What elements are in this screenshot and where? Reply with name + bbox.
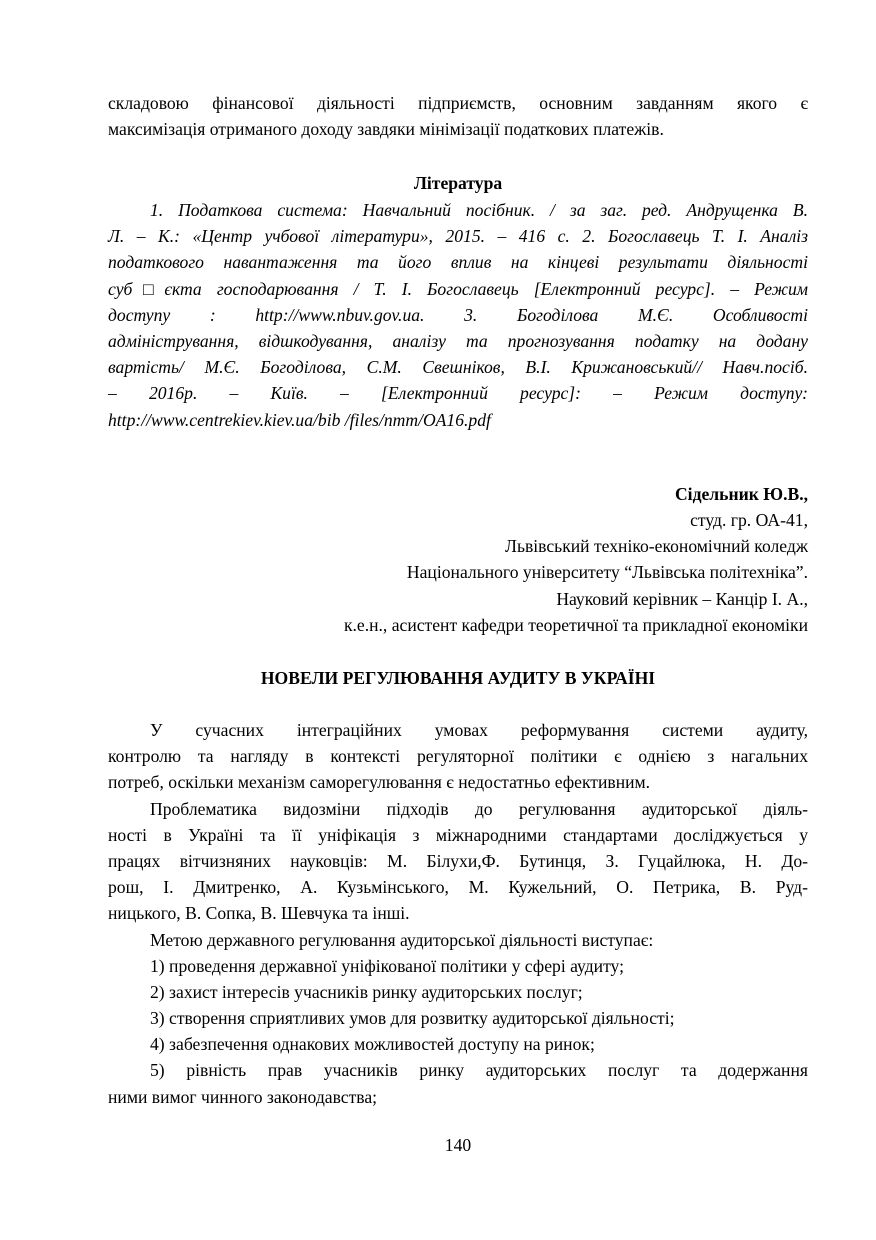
author-name: Сідельник Ю.В., <box>674 484 808 504</box>
reference-line: адміністрування, відшкодування, аналізу та прогнозування податку на додану <box>108 330 808 351</box>
affiliation-line: Львівський техніко-економічний коледж <box>505 536 808 557</box>
text-line: Проблематика видозміни підходів до регулювання аудиторської діяль- <box>150 798 808 819</box>
page-number: 140 <box>444 1135 472 1155</box>
reference-line: суб□єкта господарювання / Т. І. Богославець [Електронний ресурс]. – Режим <box>108 278 808 299</box>
affiliation-line: Національного університету “Львівська політехніка”. <box>406 562 808 583</box>
affiliation-line: студ. гр. ОА-41, <box>690 510 808 530</box>
reference-line: http://www.centrekiev.kiev.ua/bib /files/nmm/OA16.pdf <box>108 409 491 430</box>
reference-line: 1. Податкова система: Навчальний посібник. / за заг. ред. Андрущенка В. <box>150 200 808 220</box>
reference-line: Л. – К.: «Центр учбової літератури», 2015. – 416 с. 2. Богославець Т. І. Аналіз <box>108 226 808 247</box>
references-list <box>108 197 808 433</box>
paragraph <box>108 979 808 1005</box>
paragraph <box>108 1031 808 1057</box>
author-affiliation <box>108 507 808 638</box>
paragraph <box>108 796 808 927</box>
text-line: складовою фінансової діяльності підприємств, основним завданням якого є <box>108 93 808 113</box>
text-line: ності в Україні та її уніфікація з міжнародними стандартами досліджується у <box>108 824 808 845</box>
reference-line: доступу : http://www.nbuv.gov.ua. 3. Богоділова М.Є. Особливості <box>108 304 808 325</box>
affiliation-line: Науковий керівник – Канцір І. А., <box>556 588 808 609</box>
reference-line: – 2016р. – Київ. – [Електронний ресурс]: – Режим доступу: <box>108 383 808 404</box>
paragraph <box>108 717 808 796</box>
text-line: 3) створення сприятливих умов для розвитку аудиторської діяльності; <box>150 1008 675 1029</box>
text-line: У сучасних інтеграційних умовах реформування системи аудиту, <box>150 720 808 740</box>
paragraph <box>108 1005 808 1031</box>
paragraph <box>108 1057 808 1109</box>
intro-paragraph <box>108 90 808 142</box>
article-title: НОВЕЛИ РЕГУЛЮВАННЯ АУДИТУ В УКРАЇНІ <box>260 668 656 688</box>
text-line: рош, І. Дмитренко, А. Кузьмінського, М. Кужельний, О. Петрика, В. Руд- <box>108 877 808 898</box>
article-body <box>108 717 808 1110</box>
text-line: контролю та нагляду в контексті регуляторної політики є однією з нагальних <box>108 746 808 767</box>
text-line: потреб, оскільки механізм саморегулювання є недостатньо ефективним. <box>108 772 651 793</box>
text-line: 5) рівність прав учасників ринку аудиторських послуг та додержання <box>150 1060 808 1081</box>
text-line: 1) проведення державної уніфікованої політики у сфері аудиту; <box>150 955 624 976</box>
text-line: працях вітчизняних науковців: М. Білухи,Ф. Бутинця, З. Гуцайлюка, Н. До- <box>108 850 808 871</box>
text-line: ницького, В. Сопка, В. Шевчука та інші. <box>108 903 410 924</box>
text-line: 4) забезпечення однакових можливостей доступу на ринок; <box>150 1034 595 1055</box>
references-heading: Література <box>413 173 503 193</box>
affiliation-line: к.е.н., асистент кафедри теоретичної та прикладної економіки <box>343 614 808 635</box>
reference-line: вартість/ М.Є. Богоділова, С.М. Свешніков, В.І. Крижановський// Навч.посіб. <box>108 357 808 378</box>
paragraph <box>108 953 808 979</box>
paragraph <box>108 927 808 953</box>
text-line: Метою державного регулювання аудиторської діяльності виступає: <box>150 929 654 950</box>
text-line: ними вимог чинного законодавства; <box>108 1086 378 1107</box>
text-line: максимізація отриманого доходу завдяки мінімізації податкових платежів. <box>108 119 664 140</box>
text-line: 2) захист інтересів учасників ринку аудиторських послуг; <box>150 981 583 1002</box>
reference-line: податкового навантаження та його вплив на кінцеві результати діяльності <box>108 252 808 273</box>
